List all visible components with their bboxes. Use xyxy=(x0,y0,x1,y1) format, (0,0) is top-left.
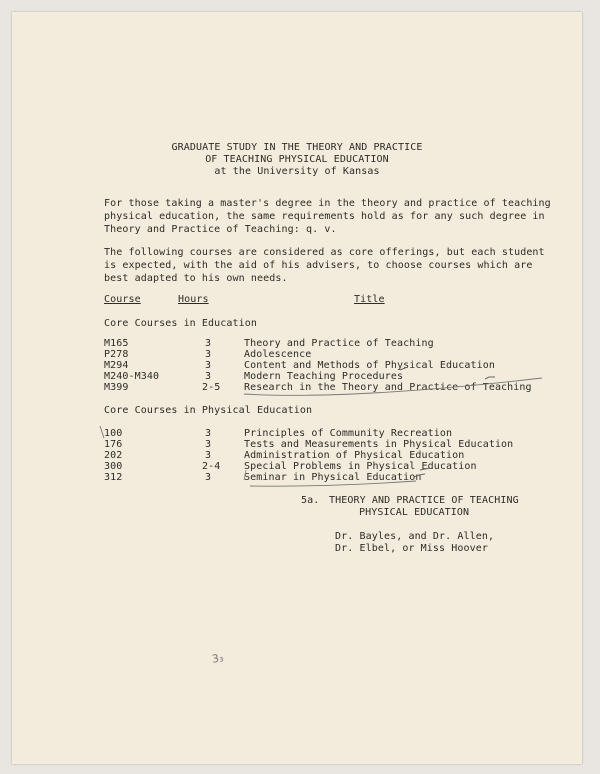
intro-line-3: Theory and Practice of Teaching: q. v. xyxy=(104,224,337,235)
footer-title-1: THEORY AND PRACTICE OF TEACHING xyxy=(329,495,519,506)
course-code: 300 xyxy=(104,461,123,472)
document-page xyxy=(12,12,582,764)
intro-line-2: physical education, the same requirements hold as for any such degree in xyxy=(104,211,545,222)
course-hours: 3 xyxy=(205,439,212,450)
course-hours: 3 xyxy=(205,371,212,382)
core-intro-line-3: best adapted to his own needs. xyxy=(104,273,288,284)
footer-title-2: PHYSICAL EDUCATION xyxy=(359,507,470,518)
intro-line-1: For those taking a master's degree in the theory and practice of teaching xyxy=(104,198,551,209)
course-code: 202 xyxy=(104,450,123,461)
course-title: Administration of Physical Education xyxy=(244,450,465,461)
course-hours: 3 xyxy=(205,450,212,461)
course-hours: 3 xyxy=(205,360,212,371)
course-hours: 3 xyxy=(205,472,212,483)
course-hours: 3 xyxy=(205,338,212,349)
footer-ref: 5a. xyxy=(301,495,320,506)
course-title: Theory and Practice of Teaching xyxy=(244,338,434,349)
course-hours: 3 xyxy=(205,349,212,360)
course-title: Research in the Theory and Practice of Teaching xyxy=(244,382,532,393)
core-intro-line-2: is expected, with the aid of his advisers, to choose courses which are xyxy=(104,260,533,271)
checkmark-icon xyxy=(485,377,495,379)
column-header-title: Title xyxy=(354,294,385,305)
column-header-course: Course xyxy=(104,294,141,305)
section-heading-education: Core Courses in Education xyxy=(104,318,258,329)
title-line-3: at the University of Kansas xyxy=(214,166,380,177)
course-hours: 2-4 xyxy=(202,461,221,472)
course-title: Tests and Measurements in Physical Education xyxy=(244,439,514,450)
footer-advisers-1: Dr. Bayles, and Dr. Allen, xyxy=(335,531,495,542)
title-line-2: OF TEACHING PHYSICAL EDUCATION xyxy=(205,154,389,165)
course-hours: 2-5 xyxy=(202,382,221,393)
footer-advisers-2: Dr. Elbel, or Miss Hoover xyxy=(335,543,489,554)
course-code: M165 xyxy=(104,338,129,349)
course-code: P278 xyxy=(104,349,129,360)
course-hours: 3 xyxy=(205,428,212,439)
course-title: Seminar in Physical Education xyxy=(244,472,422,483)
handwritten-pencil-note: 3₃ xyxy=(211,651,225,666)
course-code: 312 xyxy=(104,472,123,483)
course-title: Principles of Community Recreation xyxy=(244,428,453,439)
section-heading-physical-education: Core Courses in Physical Education xyxy=(104,405,313,416)
course-code: M399 xyxy=(104,382,129,393)
course-title: Adolescence xyxy=(244,349,312,360)
course-title: Content and Methods of Physical Education xyxy=(244,360,495,371)
course-code: M294 xyxy=(104,360,129,371)
core-intro-line-1: The following courses are considered as core offerings, but each student xyxy=(104,247,545,258)
title-line-1: GRADUATE STUDY IN THE THEORY AND PRACTICE xyxy=(171,142,423,153)
column-header-hours: Hours xyxy=(178,294,209,305)
course-title: Special Problems in Physical Education xyxy=(244,461,477,472)
course-code: 100 xyxy=(104,428,123,439)
course-title: Modern Teaching Procedures xyxy=(244,371,404,382)
course-code: 176 xyxy=(104,439,123,450)
course-code: M240-M340 xyxy=(104,371,160,382)
